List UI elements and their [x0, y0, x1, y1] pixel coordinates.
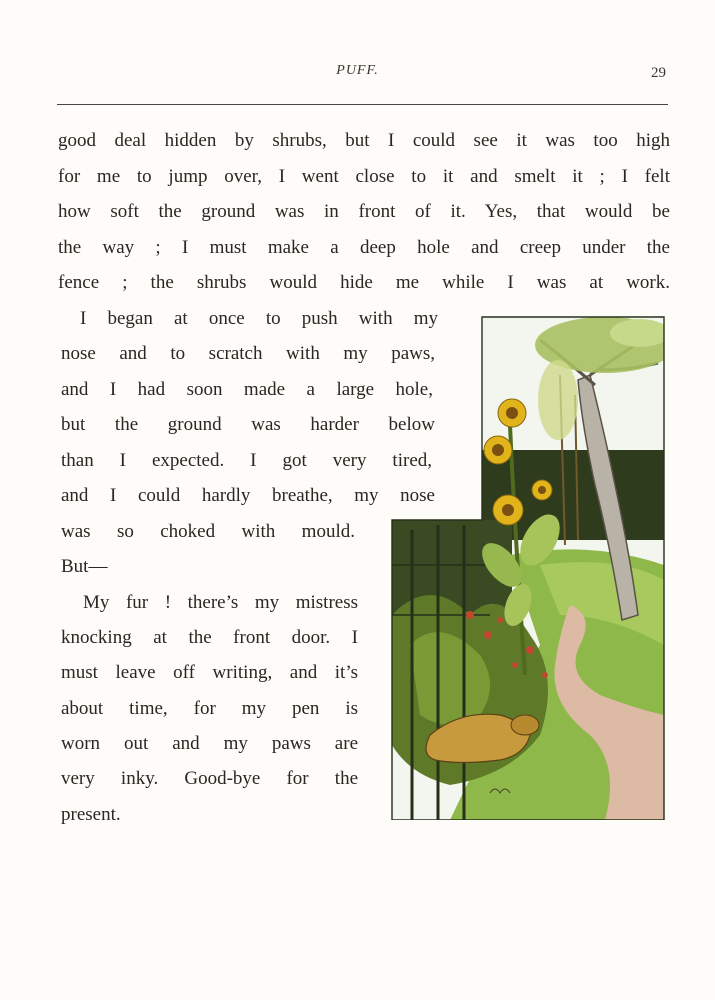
text-line: was so choked with mould. — [61, 521, 355, 542]
text-line: worn out and my paws are — [61, 733, 358, 754]
text-line: But— — [61, 556, 108, 577]
page-number: 29 — [651, 65, 666, 81]
text-line: I began at once to push with my — [80, 308, 438, 329]
text-line: but the ground was harder below — [61, 414, 435, 435]
text-line: the way ; I must make a deep hole and creep under the — [58, 237, 670, 258]
text-line: how soft the ground was in front of it. Yes, that would be — [58, 201, 670, 222]
text-line: than I expected. I got very tired, — [61, 450, 432, 471]
text-line: good deal hidden by shrubs, but I could see it was too high — [58, 130, 670, 151]
text-line: about time, for my pen is — [61, 698, 358, 719]
text-line: must leave off writing, and it’s — [61, 662, 358, 683]
text-line: fence ; the shrubs would hide me while I was at work. — [58, 272, 670, 293]
text-line: knocking at the front door. I — [61, 627, 358, 648]
header-rule — [57, 104, 668, 105]
text-line: My fur ! there’s my mistress — [83, 592, 358, 613]
text-line: and I had soon made a large hole, — [61, 379, 433, 400]
text-line: and I could hardly breathe, my nose — [61, 485, 435, 506]
running-header-title: PUFF. — [336, 63, 379, 78]
garden-illustration — [390, 315, 672, 820]
text-line: for me to jump over, I went close to it and smelt it ; I felt — [58, 166, 670, 187]
text-line: nose and to scratch with my paws, — [61, 343, 435, 364]
text-line: very inky. Good-bye for the — [61, 768, 358, 789]
text-line: present. — [61, 804, 121, 825]
